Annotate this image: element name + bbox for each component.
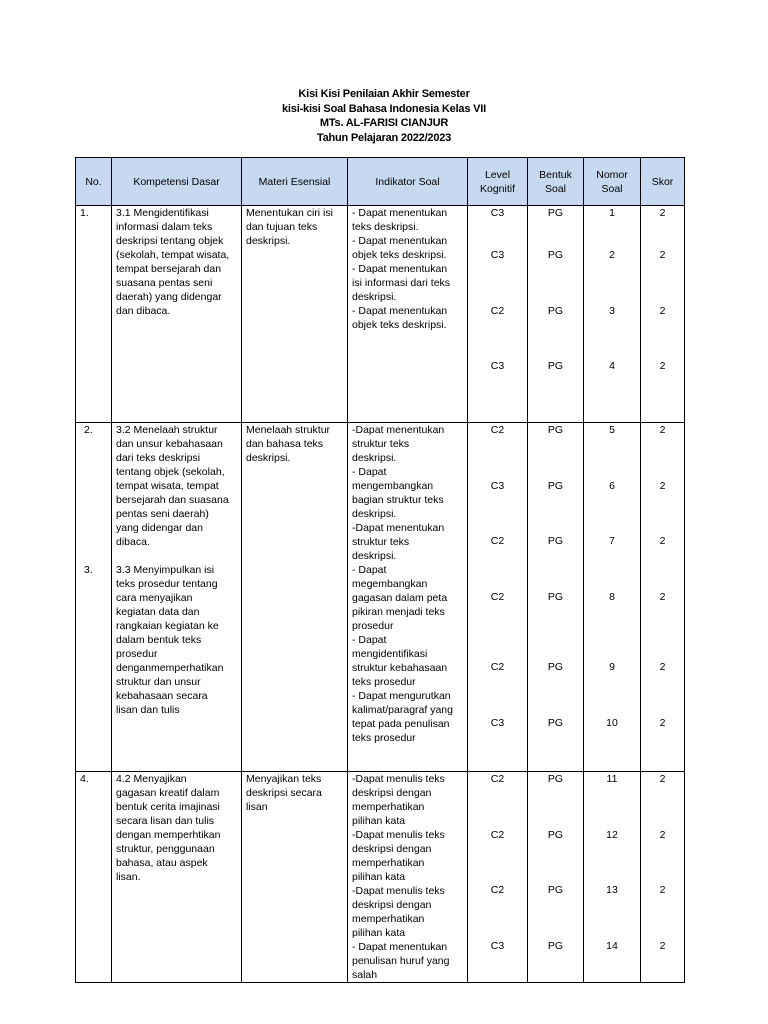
bentuk-value: PG: [547, 717, 564, 729]
table-row: [76, 206, 685, 423]
kompetensi-dasar-text: 3.2 Menelaah struktur dan unsur kebahasaan dari teks deskripsi tentang objek (sekolah, tempat wisata, tempat bersejarah dan suasana pentas seni daerah) yang didengar dan dibaca.: [116, 424, 229, 548]
skor-value: 2: [659, 717, 666, 729]
skor-value: 2: [659, 829, 666, 841]
skor-value: 2: [659, 480, 666, 492]
nomor-value: 4: [609, 360, 615, 372]
title-line-1: Kisi Kisi Penilaian Akhir Semester: [298, 88, 470, 100]
bentuk-soal-cell: [528, 206, 584, 423]
skor-value: 2: [659, 360, 666, 372]
level-value: C2: [490, 424, 505, 436]
skor-value: 2: [659, 773, 666, 785]
level-value: C3: [490, 940, 505, 952]
row-number: 4.: [76, 772, 112, 983]
bentuk-value: PG: [547, 305, 564, 317]
kompetensi-dasar-cell: 3.1 Mengidentifikasi informasi dalam teks deskripsi tentang objek (sekolah, tempat wisata, tempat bersejarah dan suasana pentas seni daerah) yang didengar dan dibaca.: [112, 206, 242, 423]
kompetensi-dasar-text: 3.3 Menyimpulkan isi teks prosedur tentang cara menyajikan kegiatan data dan rangkaian kegiatan ke dalam bentuk teks prosedur denganmemperhatikan struktur dan unsur kebahasaan secara lisan dan tulis: [116, 564, 224, 716]
nomor-value: 6: [609, 480, 615, 492]
bentuk-value: PG: [547, 829, 564, 841]
table-header-row: [76, 158, 685, 206]
nomor-value: 12: [606, 829, 618, 841]
bentuk-value: PG: [547, 480, 564, 492]
indikator-soal-cell: - Dapat menentukan teks deskripsi. - Dapat menentukan objek teks deskripsi. - Dapat menentukan isi informasi dari teks deskripsi. - Dapat menentukan objek teks deskripsi.: [348, 206, 468, 423]
skor-value: 2: [659, 249, 666, 261]
nomor-value: 1: [609, 207, 615, 219]
level-kognitif-cell: [468, 772, 528, 983]
bentuk-value: PG: [547, 773, 564, 785]
bentuk-soal-cell: [528, 772, 584, 983]
title-line-4: Tahun Pelajaran 2022/2023: [316, 131, 452, 144]
materi-esensial-cell: Menelaah struktur dan bahasa teks deskripsi.: [242, 423, 348, 772]
bentuk-value: PG: [547, 940, 564, 952]
level-kognitif-cell: [468, 206, 528, 423]
nomor-value: 2: [609, 249, 615, 261]
header-level-kognitif: Level Kognitif: [468, 158, 528, 206]
level-value: C3: [490, 480, 505, 492]
level-value: C2: [490, 661, 505, 673]
kompetensi-dasar-cell: 4.2 Menyajikan gagasan kreatif dalam bentuk cerita imajinasi secara lisan dan tulis dengan memperhtikan struktur, penggunaan bahasa, atau aspek lisan.: [112, 772, 242, 983]
level-value: C3: [490, 360, 505, 372]
nomor-value: 13: [606, 884, 618, 896]
bentuk-value: PG: [547, 661, 564, 673]
skor-value: 2: [659, 535, 666, 547]
nomor-value: 11: [606, 773, 618, 785]
table-row: [76, 423, 685, 772]
bentuk-value: PG: [547, 360, 564, 372]
nomor-soal-cell: [584, 206, 641, 423]
skor-value: 2: [659, 424, 666, 436]
level-value: C3: [490, 207, 505, 219]
nomor-value: 7: [609, 535, 615, 547]
row-number: 3.: [84, 564, 93, 576]
kompetensi-dasar-cell: [112, 423, 242, 772]
bentuk-soal-cell: [528, 423, 584, 772]
bentuk-value: PG: [547, 249, 564, 261]
nomor-value: 3: [609, 305, 615, 317]
bentuk-value: PG: [547, 591, 564, 603]
nomor-value: 9: [609, 661, 615, 673]
row-number: 1.: [76, 206, 112, 423]
title-line-3: MTs. AL-FARISI CIANJUR: [319, 117, 449, 129]
bentuk-value: PG: [547, 424, 564, 436]
skor-cell: [641, 206, 685, 423]
header-no: No.: [76, 158, 112, 206]
header-bentuk-soal: Bentuk Soal: [528, 158, 584, 206]
level-value: C2: [490, 773, 505, 785]
nomor-value: 8: [609, 591, 615, 603]
table-row: [76, 772, 685, 983]
indikator-soal-cell: -Dapat menulis teks deskripsi dengan memperhatikan pilihan kata -Dapat menulis teks deskripsi dengan memperhatikan pilihan kata -Dapat menulis teks deskripsi dengan memperhatikan pilihan kata - Dapat menentukan penulisan huruf yang salah: [348, 772, 468, 983]
nomor-soal-cell: [584, 423, 641, 772]
skor-value: 2: [659, 207, 666, 219]
level-value: C2: [490, 829, 505, 841]
skor-value: 2: [659, 940, 666, 952]
header-nomor-soal: Nomor Soal: [584, 158, 641, 206]
level-value: C2: [490, 305, 505, 317]
level-value: C2: [490, 591, 505, 603]
header-materi-esensial: Materi Esensial: [242, 158, 348, 206]
indikator-soal-cell: -Dapat menentukan struktur teks deskripsi. - Dapat mengembangkan bagian struktur teks deskripsi. -Dapat menentukan struktur teks deskripsi. - Dapat megembangkan gagasan dalam peta pikiran menjadi teks prosedur - Dapat mengidentifikasi struktur kebahasaan teks prosedur - Dapat mengurutkan kalimat/paragraf yang tepat pada penulisan teks prosedur: [348, 423, 468, 772]
materi-esensial-cell: Menyajikan teks deskripsi secara lisan: [242, 772, 348, 983]
skor-cell: [641, 423, 685, 772]
nomor-value: 5: [609, 424, 615, 436]
header-indikator-soal: Indikator Soal: [348, 158, 468, 206]
nomor-value: 10: [606, 717, 618, 729]
level-value: C3: [490, 717, 505, 729]
nomor-soal-cell: [584, 772, 641, 983]
level-value: C3: [490, 249, 505, 261]
level-value: C2: [490, 535, 505, 547]
kisi-kisi-table: [75, 157, 685, 983]
header-skor: Skor: [641, 158, 685, 206]
bentuk-value: PG: [547, 207, 564, 219]
skor-value: 2: [659, 591, 666, 603]
skor-value: 2: [659, 305, 666, 317]
nomor-value: 14: [606, 940, 618, 952]
header-kompetensi-dasar: Kompetensi Dasar: [112, 158, 242, 206]
skor-value: 2: [659, 884, 666, 896]
skor-value: 2: [659, 661, 666, 673]
title-line-2: kisi-kisi Soal Bahasa Indonesia Kelas VII: [282, 102, 486, 115]
row-number-cell: [76, 423, 112, 772]
level-value: C2: [490, 884, 505, 896]
bentuk-value: PG: [547, 535, 564, 547]
bentuk-value: PG: [547, 884, 564, 896]
materi-esensial-cell: Menentukan ciri isi dan tujuan teks deskripsi.: [242, 206, 348, 423]
level-kognitif-cell: [468, 423, 528, 772]
skor-cell: [641, 772, 685, 983]
row-number: 2.: [84, 424, 93, 436]
document-title: [0, 87, 768, 145]
